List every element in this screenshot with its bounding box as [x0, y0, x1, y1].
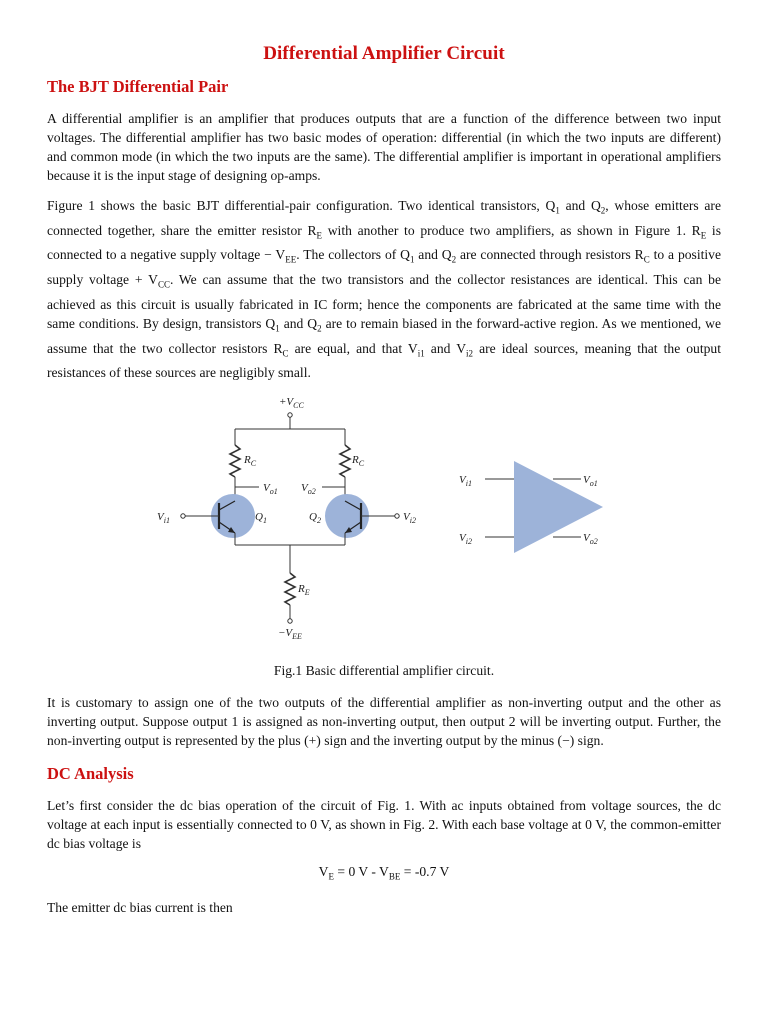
figure-1 [47, 393, 721, 655]
equation-ve: $V_E = 0$ $V - V_{BE} = -0.7$ V [318, 864, 450, 883]
vi1-input-label: $V_{i1}$ [157, 511, 170, 526]
document-page [47, 40, 721, 928]
rc-right-resistor [340, 429, 365, 501]
transistor-q2 [309, 494, 416, 545]
section-heading-dc-analysis: DC Analysis [47, 764, 134, 784]
transistor-q1 [157, 494, 267, 545]
vee-terminal [278, 619, 302, 641]
svg-text:Vo1: $V_{o1}$ [263, 482, 278, 497]
vi2-input-label: $V_{i2}$ [403, 511, 416, 526]
vcc-terminal [279, 396, 304, 429]
svg-text:Vi2: $V_{i2}$ [459, 532, 472, 547]
section-heading-bjt-pair: The BJT Differential Pair [47, 77, 229, 96]
svg-text:RC: $R_C$ [352, 454, 365, 469]
paragraph-configuration: Figure 1 shows the basic BJT differential-pair configuration. Two identical transistors, $Q_1$ and $Q_2$, whose emitters are connected together, share the emitter resistor $R_E$ with another to produce two amplifiers, as shown in Figure 1. $R_E$ is connected to a negative supply voltage − $V_{EE}$. The collectors of $Q_1$ and $Q_2$ are connected through resistors $R_C$ to a positive supply voltage + $V_{CC}$. We can assume that the two transistors and the collector resistances are identical. This can be achieved as this circuit is usually fabricated in IC form; hence the components are fabricated at the same time with the same conditions. By design, transistors $Q_1$ and $Q_2$ are to remain biased in the forward-active region. As we mentioned, we assume that the two collector resistors $R_C$ are equal, and that $V_{i1}$ and $V_{i2}$ are ideal sources, meaning that the output resistances of these sources are negligibly small. [47, 198, 722, 381]
paragraph-output-convention: It is customary to assign one of the two outputs of the differential amplifier as non-inverting output and the other as inverting output. Suppose output 1 is assigned as non-inverting output, then output 2 will be inverting output. Further, the non-inverting output is represented by the plus (+) sign and the inverting output by the minus (−) sign. [47, 695, 721, 749]
amplifier-triangle-symbol [459, 461, 603, 553]
paragraph-emitter-current: The emitter dc bias current is then [47, 900, 233, 916]
paragraph-dc-bias: Let’s first consider the dc bias operation of the circuit of Fig. 1. With ac inputs obtained from voltage sources, the dc voltage at each input is essentially connected to 0 V, as shown in Fig. 2. With each base voltage at 0 V, the common-emitter dc bias voltage is [47, 798, 721, 852]
differential-amplifier-diagram [47, 393, 721, 655]
vee-label: $-V_{EE}$ [278, 627, 302, 642]
vo1-output-tap [235, 482, 278, 496]
svg-text:Vo2: $V_{o2}$ [301, 482, 316, 497]
re-resistor [285, 545, 310, 619]
vo2-output-tap [301, 482, 345, 496]
paragraph-intro: A differential amplifier is an amplifier that produces outputs that are a function of the difference between two input voltages. The differential amplifier has two basic modes of operation: differential (in which the two inputs are different) and common mode (in which the two inputs are the same). The differential amplifier is important in operational amplifiers because it is the input stage of designing op-amps. [47, 111, 721, 183]
svg-text:Vi1: $V_{i1}$ [459, 474, 472, 489]
svg-text:Vo1: $V_{o1}$ [583, 474, 598, 489]
page-title: Differential Amplifier Circuit [263, 43, 505, 64]
vcc-label: $+V_{CC}$ [279, 396, 304, 411]
figure-caption: Fig.1 Basic differential amplifier circuit. [273, 663, 495, 679]
rc-left-resistor [230, 429, 257, 501]
svg-text:RE: $R_E$ [298, 583, 310, 598]
svg-text:Q2: $Q_2$ [309, 511, 321, 526]
svg-text:Q1: $Q_1$ [255, 511, 267, 526]
svg-text:RC: $R_C$ [244, 454, 257, 469]
svg-text:Vo2: $V_{o2}$ [583, 532, 598, 547]
